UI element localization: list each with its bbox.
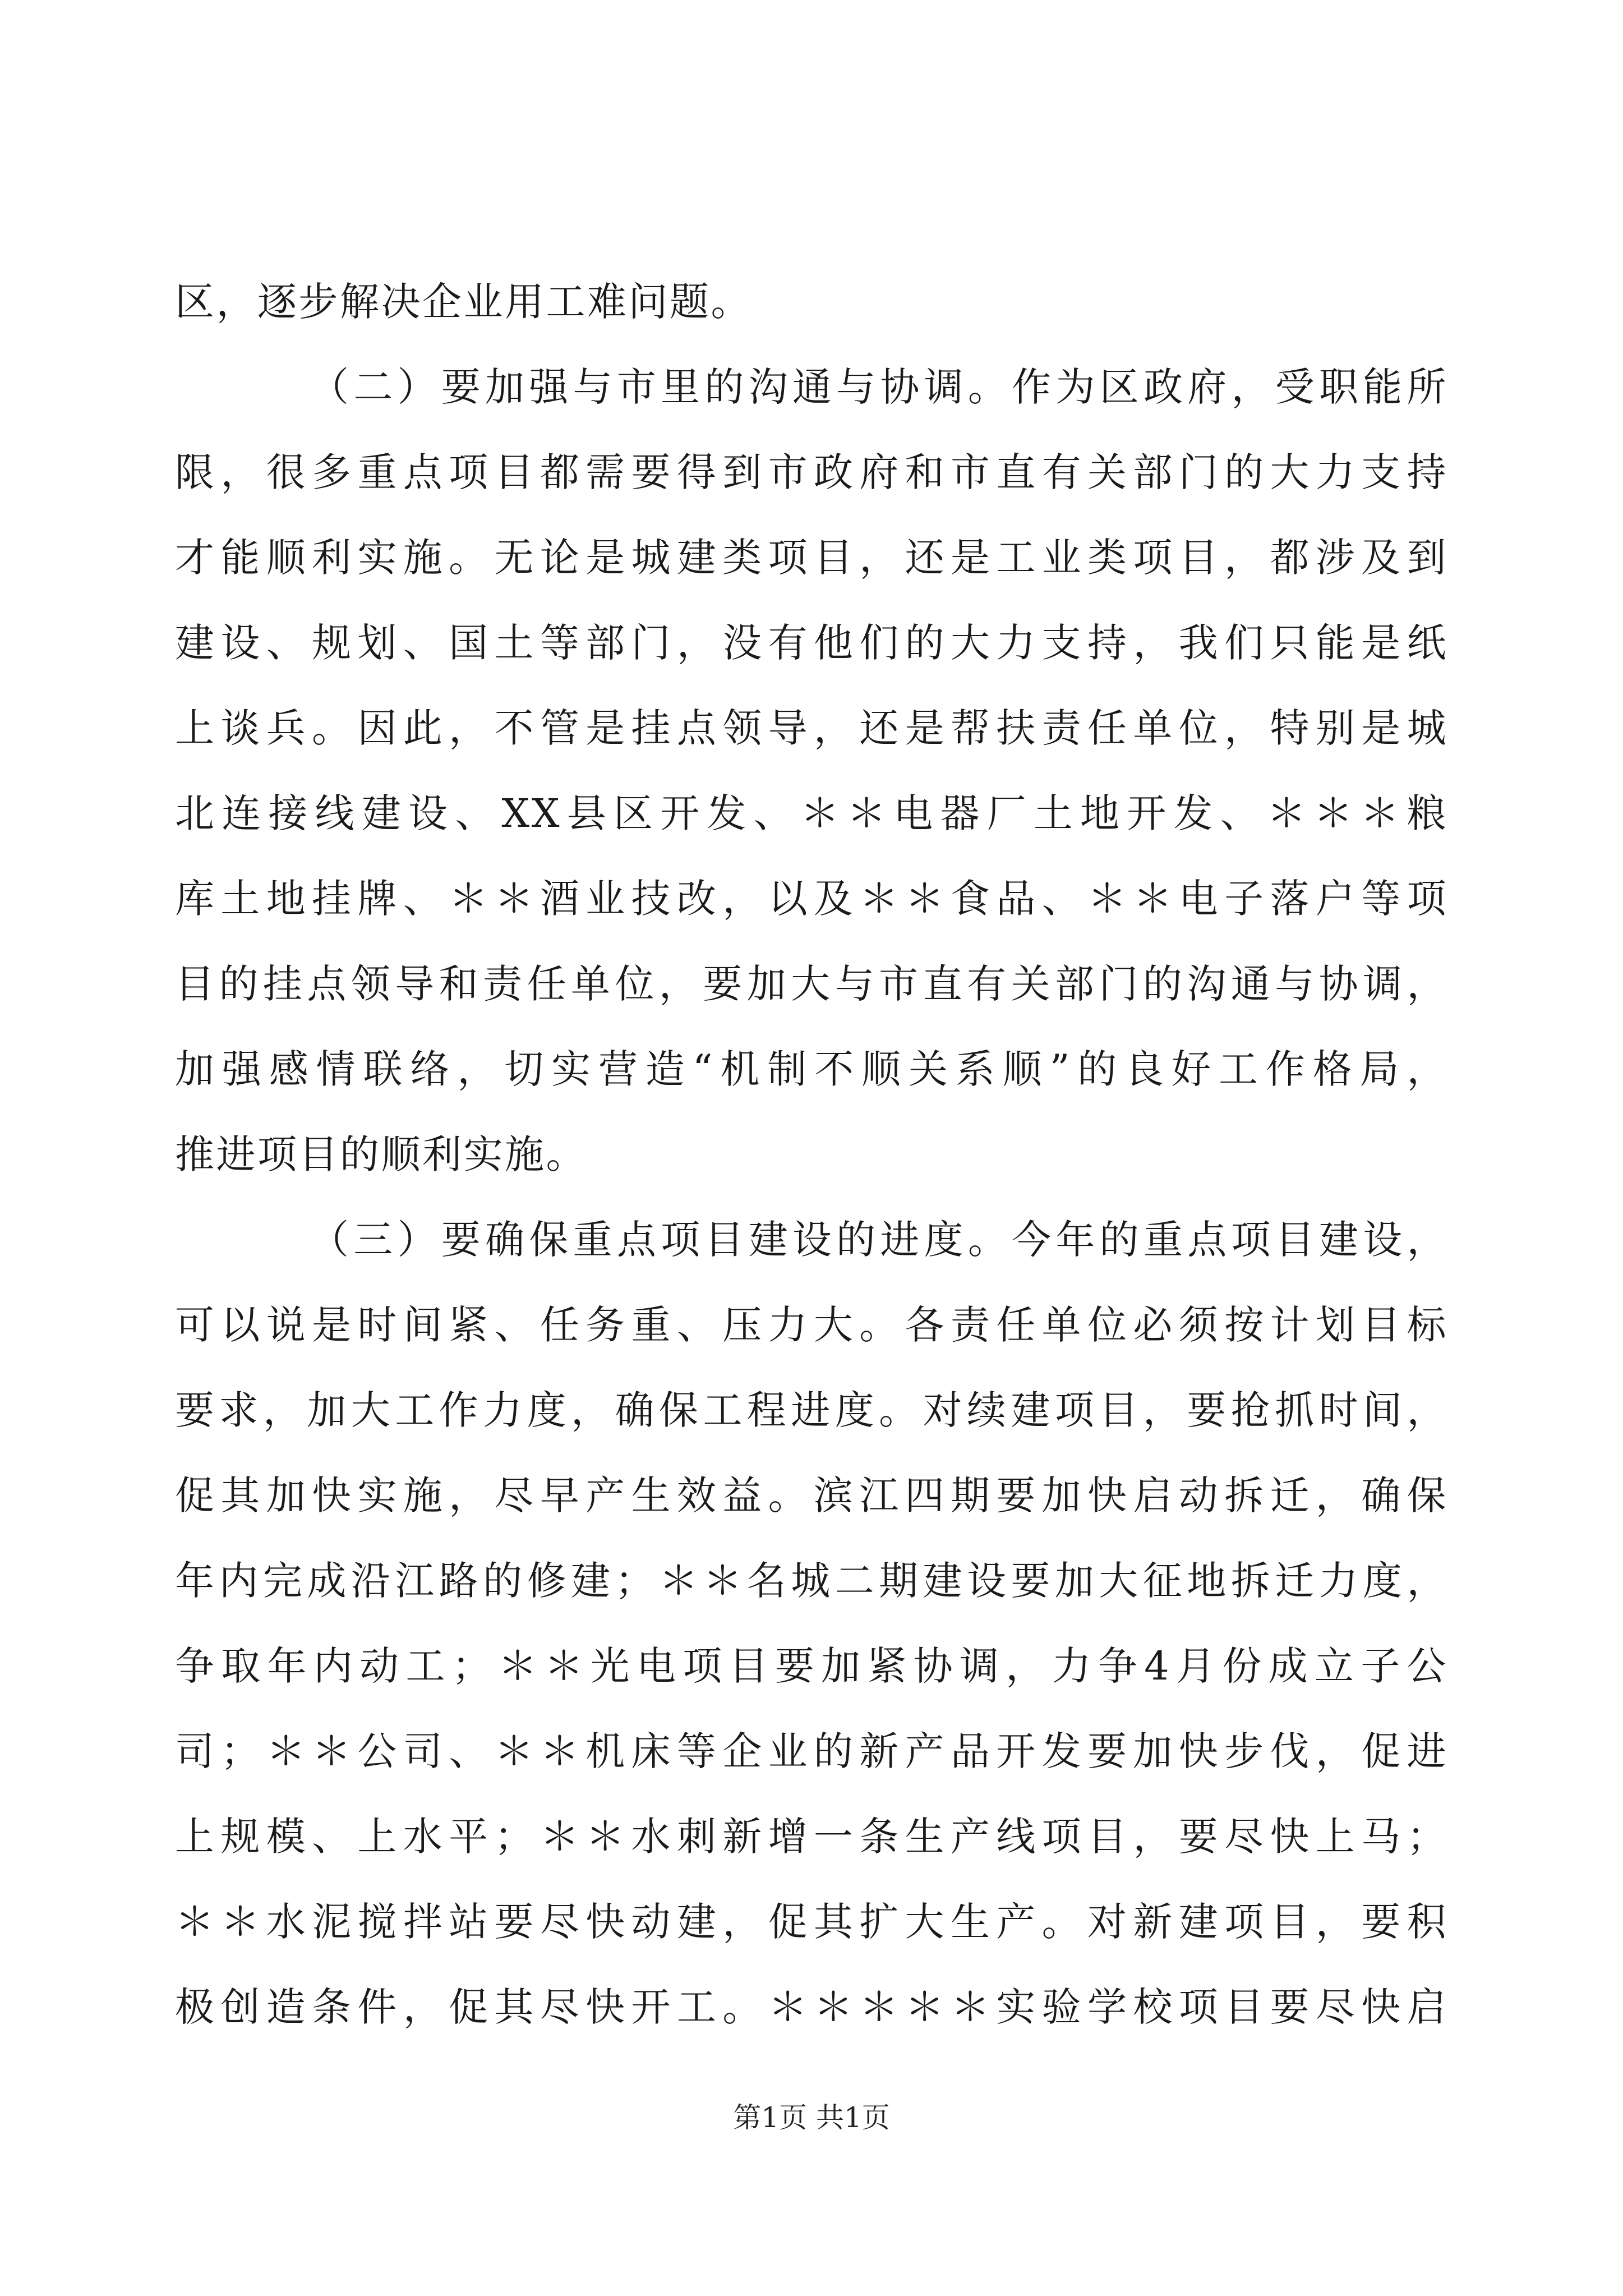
text-line: 加强感情联络，切实营造“机制不顺关系顺”的良好工作格局， [175,1046,1448,1092]
text-line: 目的挂点领导和责任单位，要加大与市直有关部门的沟通与协调， [175,961,1448,1007]
text-line: 极创造条件，促其尽快开工。＊＊＊＊＊实验学校项目要尽快启 [175,1984,1448,2030]
text-line: 才能顺利实施。无论是城建类项目，还是工业类项目，都涉及到 [175,535,1448,581]
text-line: 促其加快实施，尽早产生效益。滨江四期要加快启动拆迁，确保 [175,1473,1448,1519]
text-line: 可以说是时间紧、任务重、压力大。各责任单位必须按计划目标 [175,1302,1448,1348]
text-line: 争取年内动工；＊＊光电项目要加紧协调，力争4月份成立子公 [175,1643,1448,1689]
page-number-footer: 第1页 共1页 [733,2101,890,2134]
text-line: 区，逐步解决企业用工难问题。 [175,279,752,325]
text-line: 上谈兵。因此，不管是挂点领导，还是帮扶责任单位，特别是城 [175,705,1448,751]
text-line: 司；＊＊公司、＊＊机床等企业的新产品开发要加快步伐，促进 [175,1728,1448,1774]
text-line: 要求，加大工作力度，确保工程进度。对续建项目，要抢抓时间， [175,1387,1448,1433]
paragraph-heading-line: （二）要加强与市里的沟通与协调。作为区政府，受职能所 [310,364,1448,410]
text-line: 建设、规划、国土等部门，没有他们的大力支持，我们只能是纸 [175,620,1448,666]
text-line: 北连接线建设、XX县区开发、＊＊电器厂土地开发、＊＊＊粮 [175,790,1448,836]
text-line: 库土地挂牌、＊＊酒业技改，以及＊＊食品、＊＊电子落户等项 [175,876,1448,922]
paragraph-heading-line: （三）要确保重点项目建设的进度。今年的重点项目建设， [310,1217,1448,1263]
text-line: 推进项目的顺利实施。 [175,1131,587,1177]
text-line: ＊＊水泥搅拌站要尽快动建，促其扩大生产。对新建项目，要积 [175,1899,1448,1945]
text-line: 限，很多重点项目都需要得到市政府和市直有关部门的大力支持 [175,449,1448,495]
text-line: 年内完成沿江路的修建；＊＊名城二期建设要加大征地拆迁力度， [175,1558,1448,1604]
text-line: 上规模、上水平；＊＊水刺新增一条生产线项目，要尽快上马； [175,1814,1448,1860]
